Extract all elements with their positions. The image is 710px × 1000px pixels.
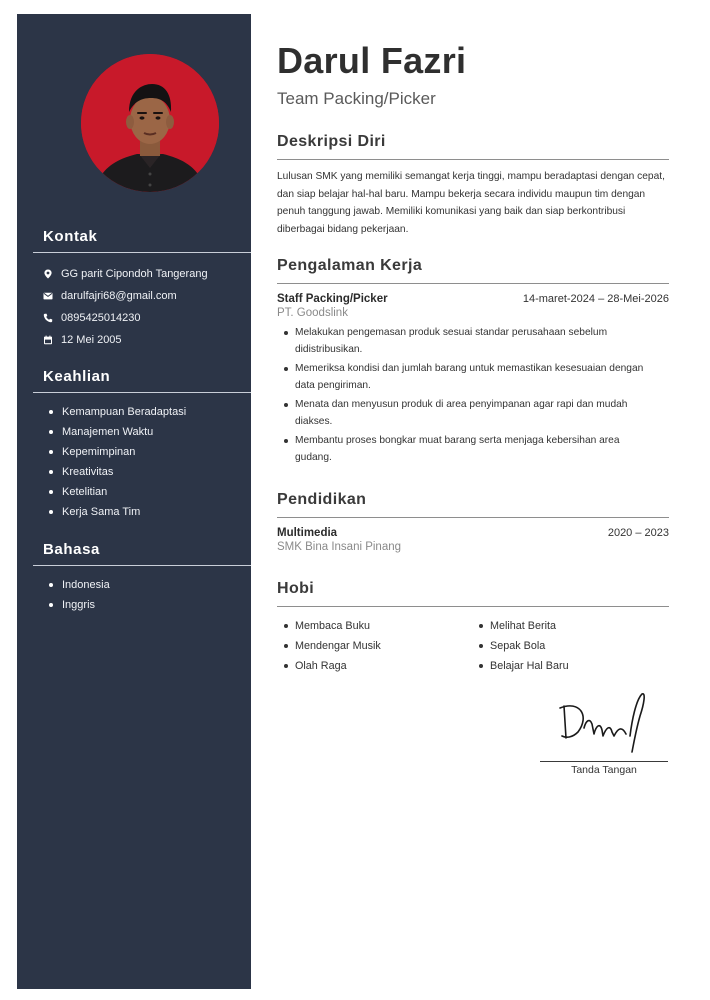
languages-section xyxy=(17,541,251,615)
phone-icon xyxy=(43,313,53,323)
language-item: Indonesia xyxy=(17,575,251,595)
handwritten-signature xyxy=(540,690,668,760)
contact-birthdate-text: 12 Mei 2005 xyxy=(61,334,122,346)
contact-address xyxy=(17,263,251,285)
education-school: SMK Bina Insani Pinang xyxy=(277,541,402,553)
skills-list xyxy=(17,402,251,522)
person-name: Darul Fazri xyxy=(277,40,467,81)
education-section xyxy=(277,490,669,553)
hobby-item: Belajar Hal Baru xyxy=(472,656,667,676)
hobby-item: Melihat Berita xyxy=(472,616,667,636)
envelope-icon xyxy=(43,291,53,301)
experience-section xyxy=(277,256,669,469)
calendar-icon xyxy=(43,335,53,345)
skill-item: Kemampuan Beradaptasi xyxy=(17,402,251,422)
languages-title: Bahasa xyxy=(43,541,100,558)
hobbies-section xyxy=(277,579,669,676)
hobby-item: Membaca Buku xyxy=(277,616,472,636)
education-major: Multimedia xyxy=(277,527,338,539)
signature-line xyxy=(540,761,668,762)
contact-title: Kontak xyxy=(43,228,98,245)
profile-photo xyxy=(81,54,219,192)
job-duty-item: Melakukan pengemasan produk sesuai standar perusahaan sebelum didistribusikan. xyxy=(277,325,655,358)
description-section xyxy=(277,132,669,238)
skills-divider xyxy=(33,392,251,393)
hobbies-title: Hobi xyxy=(277,580,315,597)
skill-item: Kreativitas xyxy=(17,462,251,482)
contact-phone[interactable] xyxy=(17,307,251,329)
contact-list xyxy=(17,263,251,351)
language-item: Inggris xyxy=(17,595,251,615)
languages-list xyxy=(17,575,251,615)
hobbies-grid xyxy=(277,616,669,676)
hobbies-list-left xyxy=(277,616,472,676)
hobby-item: Olah Raga xyxy=(277,656,472,676)
job-title: Staff Packing/Picker xyxy=(277,293,388,305)
contact-section xyxy=(17,228,251,351)
education-years: 2020 – 2023 xyxy=(607,527,669,539)
education-title: Pendidikan xyxy=(277,491,367,508)
contact-email-text: darulfajri68@gmail.com xyxy=(61,290,177,302)
hobby-item: Mendengar Musik xyxy=(277,636,472,656)
main-content xyxy=(277,36,669,672)
description-divider xyxy=(277,159,669,160)
skill-item: Kepemimpinan xyxy=(17,442,251,462)
education-divider xyxy=(277,517,669,518)
skill-item: Kerja Sama Tim xyxy=(17,502,251,522)
skill-item: Manajemen Waktu xyxy=(17,422,251,442)
education-header xyxy=(277,527,669,539)
contact-phone-text: 0895425014230 xyxy=(61,312,141,324)
sidebar xyxy=(17,14,251,989)
job-duty-item: Memeriksa kondisi dan jumlah barang untuk memastikan kesesuaian dengan data pengiriman. xyxy=(277,361,655,394)
contact-birthdate xyxy=(17,329,251,351)
job-duty-item: Membantu proses bongkar muat barang serta menjaga kebersihan area gudang. xyxy=(277,433,655,466)
person-role: Team Packing/Picker xyxy=(277,89,436,108)
contact-email[interactable] xyxy=(17,285,251,307)
experience-title: Pengalaman Kerja xyxy=(277,257,423,274)
job-header xyxy=(277,293,669,305)
languages-divider xyxy=(33,565,251,566)
job-company: PT. Goodslink xyxy=(277,307,348,319)
location-pin-icon xyxy=(43,269,53,279)
description-title: Deskripsi Diri xyxy=(277,133,386,150)
job-duties-list xyxy=(277,325,669,466)
hobbies-list-right xyxy=(472,616,667,676)
experience-divider xyxy=(277,283,669,284)
signature-label: Tanda Tangan xyxy=(571,764,637,776)
contact-address-text: GG parit Cipondoh Tangerang xyxy=(61,268,208,280)
hobbies-divider xyxy=(277,606,669,607)
hobby-item: Sepak Bola xyxy=(472,636,667,656)
job-duty-item: Menata dan menyusun produk di area penyimpanan agar rapi dan mudah diakses. xyxy=(277,397,655,430)
contact-divider xyxy=(33,252,251,253)
description-text: Lulusan SMK yang memiliki semangat kerja tinggi, mampu beradaptasi dengan cepat, dan siap belajar hal-hal baru. Mampu bekerja secara individu maupun tim dengan penuh tanggung jawab. Memiliki komunikasi yang baik dan siap berkontribusi diberbagai bidang pekerjaan. xyxy=(277,171,665,235)
job-dates: 14-maret-2024 – 28-Mei-2026 xyxy=(522,293,669,305)
skills-title: Keahlian xyxy=(43,368,111,385)
skill-item: Ketelitian xyxy=(17,482,251,502)
skills-section xyxy=(17,368,251,522)
signature-block xyxy=(540,690,668,780)
